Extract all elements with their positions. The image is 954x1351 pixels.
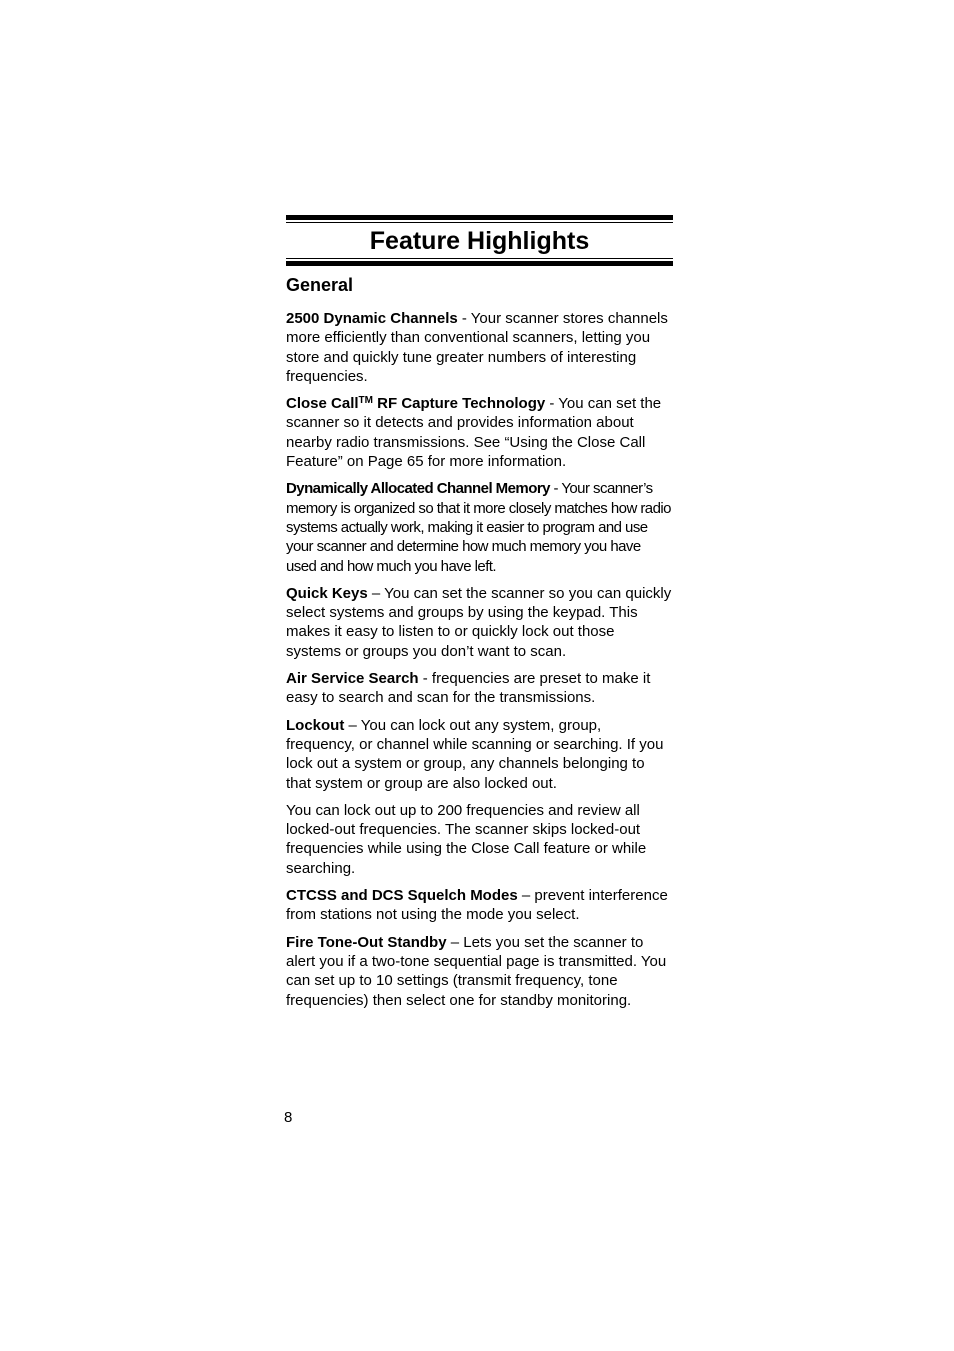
paragraph-lockout bbox=[286, 716, 673, 793]
paragraph-ctcss-dcs bbox=[286, 886, 673, 925]
page-number: 8 bbox=[284, 1109, 293, 1126]
paragraph-text: You can lock out up to 200 frequencies and review all locked-out frequencies. The scanner skips locked-out frequencies while using the Close Call feature or while searching. bbox=[286, 801, 647, 877]
paragraph-lead: CTCSS and DCS Squelch Modes bbox=[286, 887, 518, 905]
paragraph-lead: Quick Keys bbox=[286, 584, 368, 602]
paragraph-lockout-frequencies bbox=[286, 801, 673, 878]
paragraph-text: - Your scanner’s memory is organized so that it more closely matches how radio systems actually work, making it easier to program and use your scanner and determine how much memory you have used and how much you have left. bbox=[286, 480, 671, 575]
paragraph-lead: Close Call™ RF Capture Technology bbox=[286, 395, 546, 413]
paragraph-air-service-search bbox=[286, 669, 673, 708]
paragraph-text: - Your scanner stores channels more efficiently than conventional scanners, letting you store and quickly tune greater numbers of interesting frequencies. bbox=[286, 310, 668, 385]
trademark-sup: TM bbox=[358, 395, 373, 407]
paragraph-text: - You can set the scanner so it detects and provides information about nearby radio transmissions. See “Using the Close Call Feature” on Page 65 for more information. bbox=[286, 395, 662, 471]
title-top-rule bbox=[286, 215, 673, 223]
paragraph-lead: 2500 Dynamic Channels bbox=[286, 310, 458, 327]
paragraph-channel-memory bbox=[286, 479, 673, 575]
paragraph-text: – Lets you set the scanner to alert you if a two-tone sequential page is transmitted. You can set up to 10 settings (transmit frequency, tone frequencies) then select one for standby monitoring. bbox=[286, 933, 667, 1009]
page-content bbox=[286, 215, 673, 1018]
paragraph-lead: Fire Tone-Out Standby bbox=[286, 933, 447, 951]
paragraph-text: - frequencies are preset to make it easy to search and scan for the transmissions. bbox=[286, 670, 651, 707]
paragraph-fire-tone-out bbox=[286, 933, 673, 1010]
page-title: Feature Highlights bbox=[369, 227, 590, 255]
section-heading: General bbox=[286, 275, 354, 295]
paragraph-text: – You can set the scanner so you can quickly select systems and groups by using the keypad. This makes it easy to listen to or quickly lock out those systems or groups you don’t want to scan. bbox=[286, 584, 672, 660]
paragraph-lead: Lockout bbox=[286, 716, 345, 734]
paragraph-text: – You can lock out any system, group, frequency, or channel while scanning or searching. If you lock out a system or group, any channels belonging to that system or group are also locked out. bbox=[286, 716, 664, 792]
paragraph-quick-keys bbox=[286, 584, 673, 661]
title-bottom-rule bbox=[286, 258, 673, 266]
paragraph-close-call bbox=[286, 394, 673, 471]
paragraph-text: – prevent interference from stations not using the mode you select. bbox=[286, 887, 668, 924]
paragraph-lead: Air Service Search bbox=[286, 670, 419, 688]
paragraph-lead: Dynamically Allocated Channel Memory bbox=[286, 480, 550, 498]
body-text bbox=[286, 309, 673, 1010]
paragraph-dynamic-channels bbox=[286, 309, 673, 386]
